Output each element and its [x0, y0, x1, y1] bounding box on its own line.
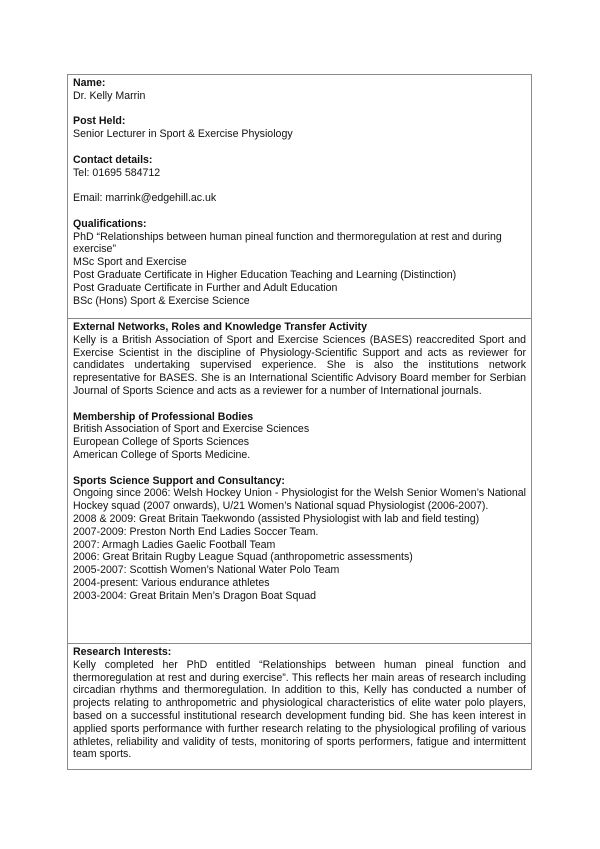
consultancy-item: 2008 & 2009: Great Britain Taekwondo (assisted Physiologist with lab and field testing): [73, 512, 480, 525]
email: Email: marrink@edgehill.ac.uk: [73, 192, 217, 205]
name-value: Dr. Kelly Marrin: [73, 89, 146, 102]
activities-cell: [68, 318, 531, 643]
research-interests-text: Kelly completed her PhD entitled “Relationships between human pineal function and thermoregulation at rest and during exercise”. This reflects her main areas of research including circadian rhythms and thermoregulation. In addition to this, Kelly has conducted a number of projects relating to anthropometric and physiological characteristics of elite water polo players, based on a successful institutional research development funding bid. She has keen interest in applied sports performance with further research relating to the physiological profiling of various athletes, reliability and validity of tests, monitoring of sports performers, fatigue and intermittent team sports.: [73, 658, 526, 761]
consultancy-item: 2004-present: Various endurance athletes: [73, 576, 270, 589]
post-held-value: Senior Lecturer in Sport & Exercise Physiology: [73, 128, 293, 141]
qualification-item: Post Graduate Certificate in Higher Education Teaching and Learning (Distinction): [73, 268, 457, 281]
profile-table: [67, 74, 532, 770]
consultancy-item: 2006: Great Britain Rugby League Squad (anthropometric assessments): [73, 551, 413, 564]
personal-details-cell: [68, 75, 531, 318]
membership-item: American College of Sports Medicine.: [73, 448, 251, 461]
qualification-item: BSc (Hons) Sport & Exercise Science: [73, 294, 250, 307]
consultancy-heading: Sports Science Support and Consultancy:: [73, 474, 285, 487]
telephone: Tel: 01695 584712: [73, 166, 161, 179]
qualification-item: MSc Sport and Exercise: [73, 256, 187, 269]
consultancy-item: 2007-2009: Preston North End Ladies Soccer Team.: [73, 525, 319, 538]
membership-item: British Association of Sport and Exercise Sciences: [73, 423, 310, 436]
membership-item: European College of Sports Sciences: [73, 436, 250, 449]
research-interests-heading: Research Interests:: [73, 646, 172, 658]
consultancy-item: 2007: Armagh Ladies Gaelic Football Team: [73, 538, 276, 551]
qualifications-label: Qualifications:: [73, 217, 147, 230]
external-networks-heading: External Networks, Roles and Knowledge Transfer Activity: [73, 321, 367, 333]
consultancy-item: 2005-2007: Scottish Women’s National Water Polo Team: [73, 564, 340, 577]
qualification-item: Post Graduate Certificate in Further and Adult Education: [73, 281, 338, 294]
qualification-item: PhD “Relationships between human pineal function and thermoregulation at rest and during exercise”: [73, 230, 502, 256]
post-held-label: Post Held:: [73, 115, 126, 128]
contact-details-label: Contact details:: [73, 153, 153, 166]
consultancy-item: Ongoing since 2006: Welsh Hockey Union - Physiologist for the Welsh Senior Women’s National Hockey squad (2007 onwards), U/21 Women’s National squad Physiologist (2006-2007).: [73, 487, 526, 513]
external-networks-text: Kelly is a British Association of Sport and Exercise Sciences (BASES) reaccredited Sport and Exercise Scientist in the discipline of Physiology-Scientific Support and acts as reviewer for candidates undertaking supervised experience. She is also the institutions network representative for BASES. She is an International Scientific Advisory Board member for Serbian Journal of Sports Science and acts as a reviewer for a number of International journals.: [73, 333, 526, 397]
consultancy-item: 2003-2004: Great Britain Men’s Dragon Boat Squad: [73, 589, 317, 602]
research-cell: [68, 643, 531, 769]
name-label: Name:: [73, 77, 106, 89]
membership-heading: Membership of Professional Bodies: [73, 410, 254, 423]
